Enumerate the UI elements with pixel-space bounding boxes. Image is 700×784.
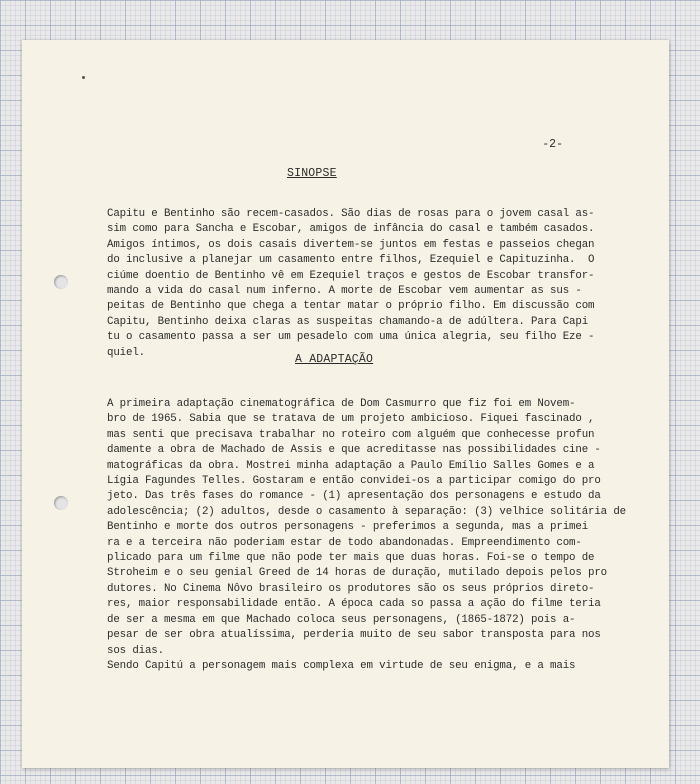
text-line: peitas de Bentinho que chega a tentar matar o próprio filho. Em discussão com bbox=[107, 300, 595, 313]
text-line: adolescência; (2) adultos, desde o casamento à separação: (3) velhice solitária de bbox=[107, 505, 626, 518]
text-line: Bentinho e morte dos outros personagens - preferimos a segunda, mas a primei bbox=[107, 521, 589, 534]
section-title-adaptacao: A ADAPTAÇÃO bbox=[295, 353, 374, 366]
text-line: ciúme doentio de Bentinho vê em Ezequiel traços e gestos de Escobar transfor- bbox=[107, 269, 595, 282]
page-number: -2- bbox=[542, 138, 563, 151]
document-page bbox=[22, 40, 669, 768]
text-line: mas senti que precisava trabalhar no roteiro com alguém que conhecesse profun bbox=[107, 428, 595, 441]
sinopse-paragraph bbox=[107, 207, 593, 361]
section-title-sinopse: SINOPSE bbox=[287, 167, 337, 180]
text-line: Sendo Capitú a personagem mais complexa em virtude de seu enigma, e a mais bbox=[107, 659, 576, 672]
text-line: sim como para Sancha e Escobar, amigos de infância do casal e também casados. bbox=[107, 223, 595, 236]
text-line: Stroheim e o seu genial Greed de 14 horas de duração, mutilado depois pelos pro bbox=[107, 567, 608, 580]
text-line: sos dias. bbox=[107, 644, 164, 657]
text-line: A primeira adaptação cinematográfica de Dom Casmurro que fiz foi em Novem- bbox=[107, 398, 576, 410]
text-line: jeto. Das três fases do romance - (1) apresentação dos personagens e estudo da bbox=[107, 490, 601, 503]
text-line: res, maior responsabilidade então. A época cada so passa a ação do filme teria bbox=[107, 598, 601, 611]
text-line: tu o casamento passa a ser um pesadelo com uma única alegria, seu filho Eze - bbox=[107, 331, 595, 344]
text-line: ra e a terceira não poderiam estar de todo abandonadas. Empreendimento com- bbox=[107, 536, 582, 549]
punch-hole-top bbox=[54, 275, 68, 289]
text-line: matográficas da obra. Mostrei minha adaptação a Paulo Emílio Salles Gomes e a bbox=[107, 459, 595, 472]
text-line: do inclusive a planejar um casamento entre filhos, Ezequiel e Capituzinha. O bbox=[107, 254, 595, 267]
text-line: Amigos íntimos, os dois casais divertem-se juntos em festas e passeios chegan bbox=[107, 238, 595, 251]
text-line: plicado para um filme que não pode ter mais que duas horas. Foi-se o tempo de bbox=[107, 552, 595, 565]
ink-dot bbox=[82, 76, 85, 79]
text-line: dutores. No Cinema Nôvo brasileiro os produtores são os seus próprios direto- bbox=[107, 582, 595, 595]
punch-hole-bottom bbox=[54, 496, 68, 510]
text-line: de ser a mesma em que Machado coloca seus personagens, (1865-1872) pois a- bbox=[107, 613, 576, 626]
text-line: damente a obra de Machado de Assis e que acreditasse nas possibilidades cine - bbox=[107, 444, 601, 457]
text-line: quiel. bbox=[107, 346, 145, 359]
text-line: pesar de ser obra atualíssima, perderia muito de seu sabor transposta para nos bbox=[107, 629, 601, 642]
adaptacao-paragraph bbox=[107, 397, 626, 674]
text-line: bro de 1965. Sabia que se tratava de um projeto ambicioso. Fiquei fascinado , bbox=[107, 413, 595, 426]
text-line: Lígia Fagundes Telles. Gostaram e então convidei-os a participar comigo do pro bbox=[107, 475, 601, 488]
text-line: mando a vida do casal num inferno. A morte de Escobar vem aumentar as sus - bbox=[107, 285, 582, 298]
text-line: Capitu, Bentinho deixa claras as suspeitas chamando-a de adúltera. Para Capi bbox=[107, 315, 589, 328]
text-line: Capitu e Bentinho são recem-casados. São dias de rosas para o jovem casal as- bbox=[107, 208, 595, 220]
